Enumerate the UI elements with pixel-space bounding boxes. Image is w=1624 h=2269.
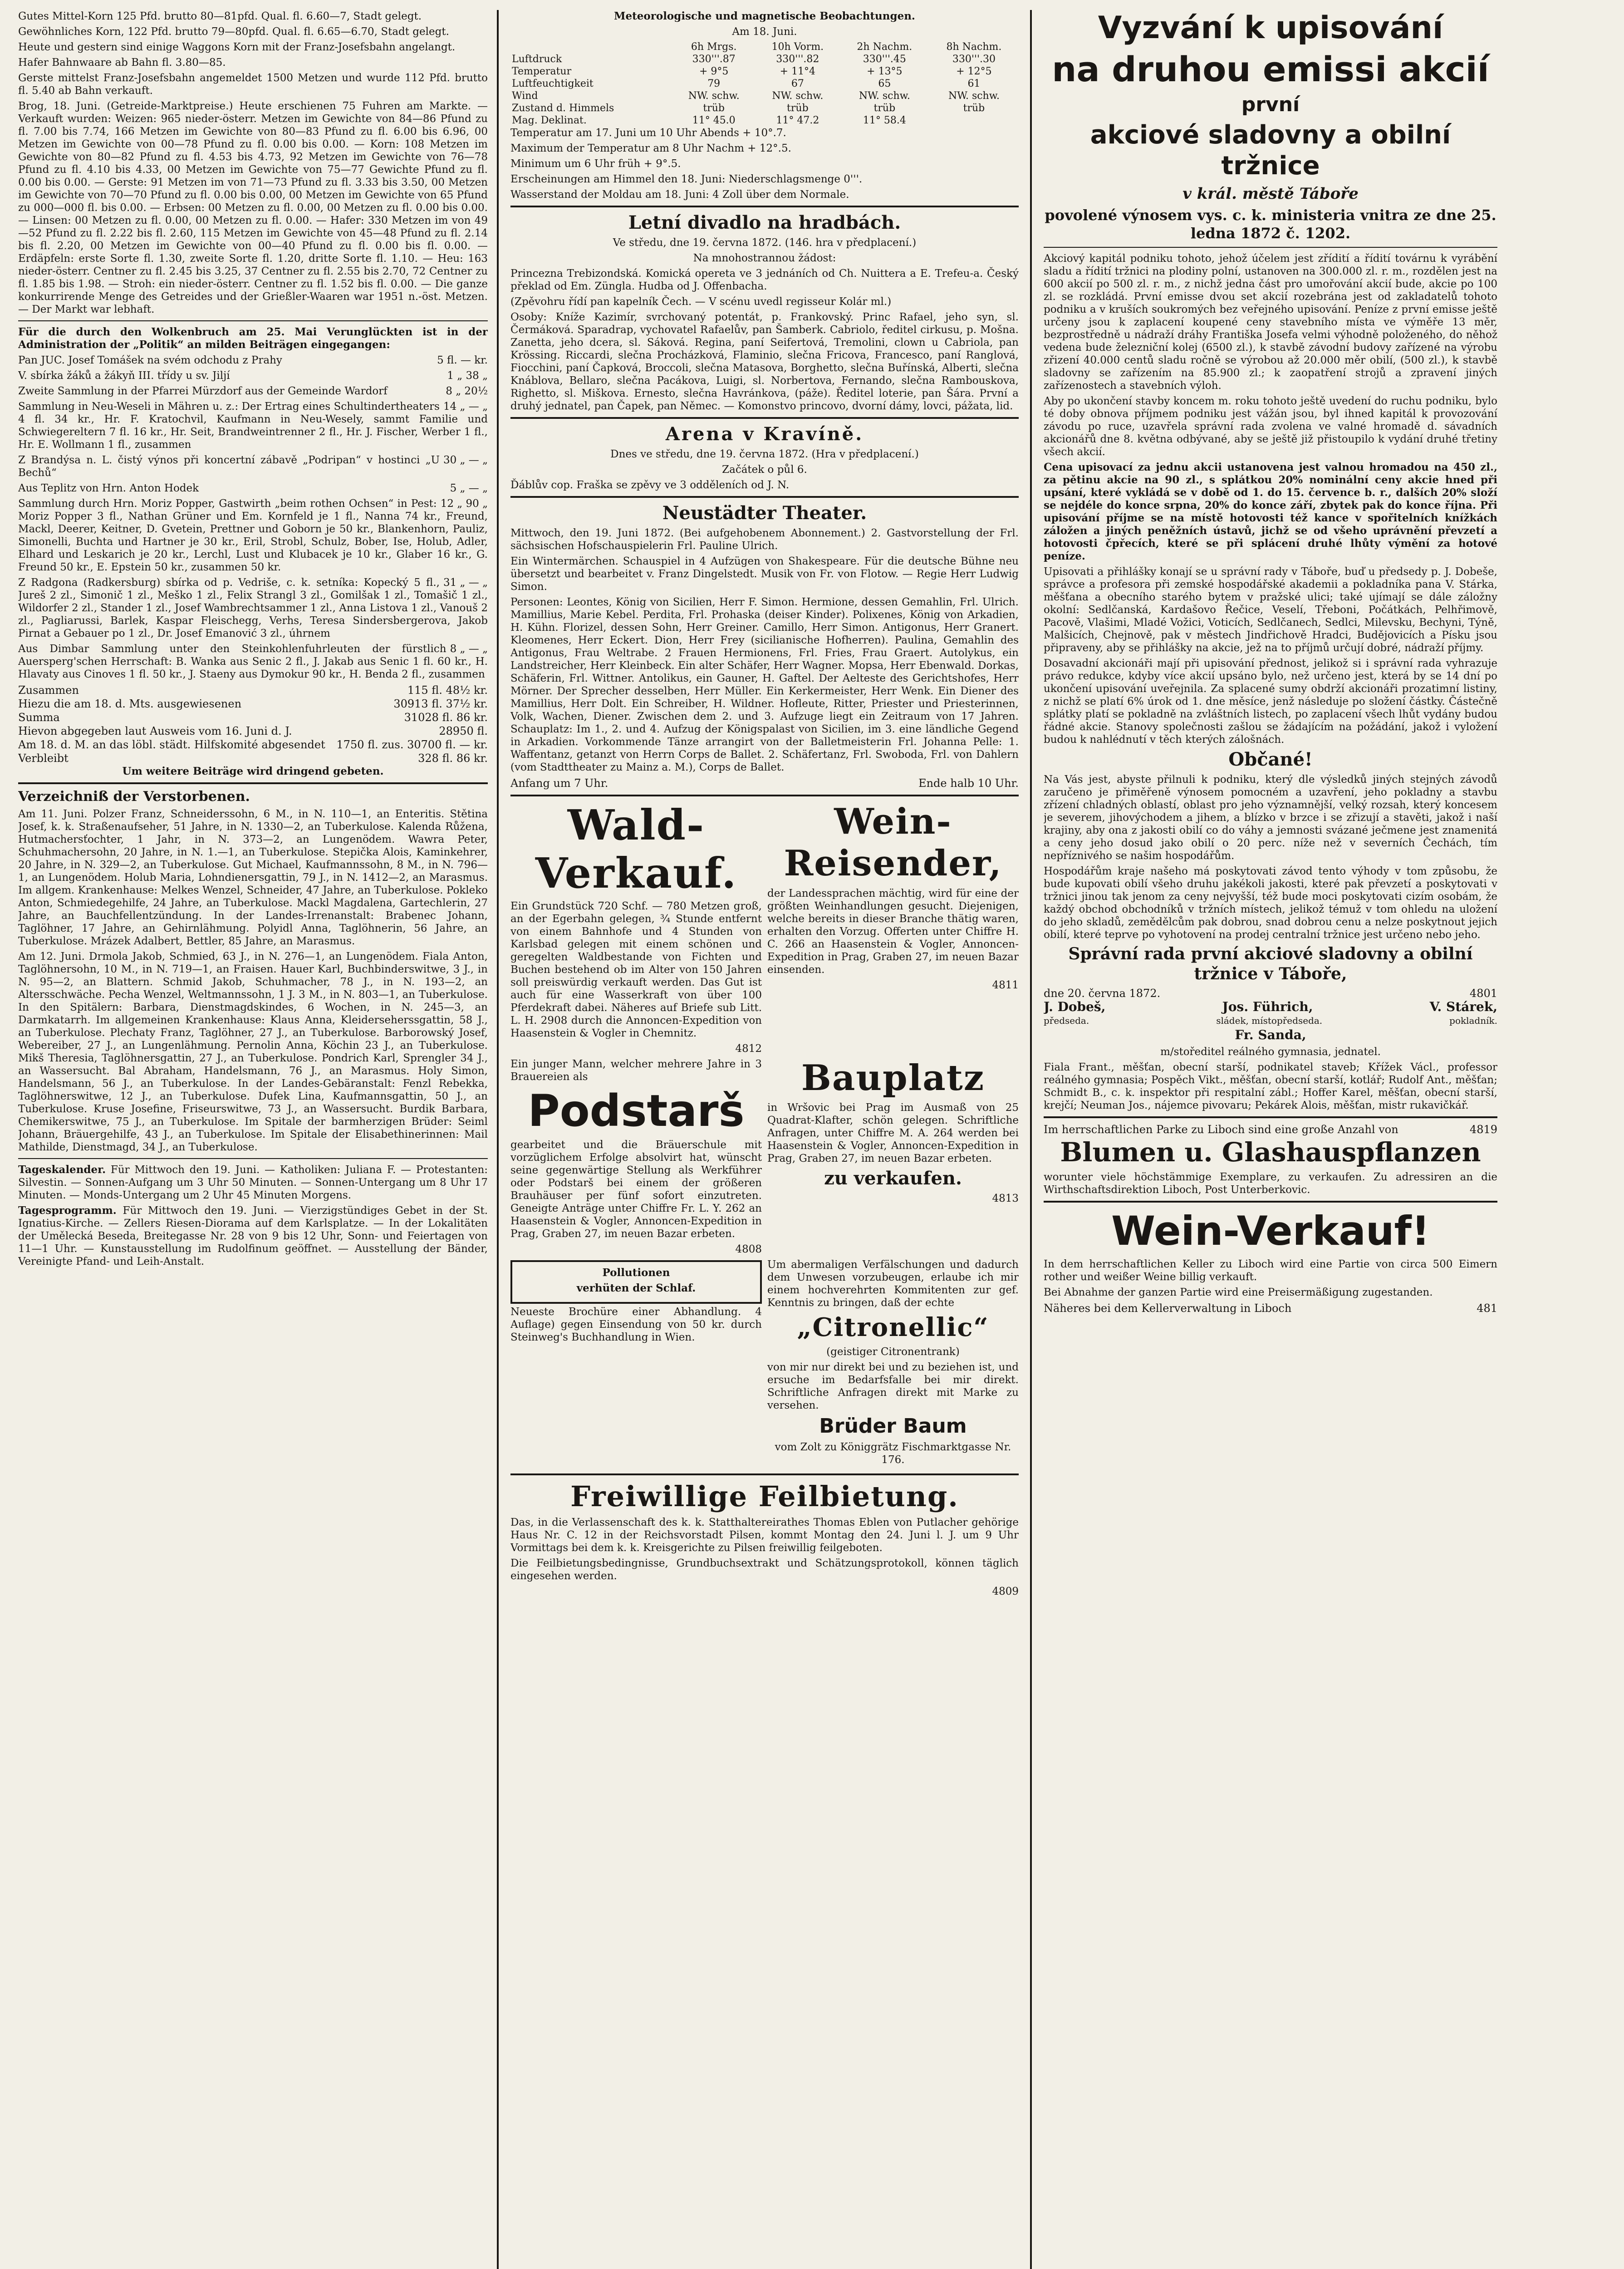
market-report: Brog, 18. Juni. (Getreide-Marktpreise.) Heute erschienen 75 Fuhren am Markte. — Verkauft wurden: Weizen: 965 nieder-österr. Metzen im Gewichte von 84—86 Pfund zu fl. 7.00 bis 7.74, 166 Metzen im Gewichte von 80—83 Pfund zu fl. 6.00 bis 6.96, 00 Metzen im Gewichte von 00—78 Pfund zu fl. 0.00 bis 0.00. — Korn: 108 Metzen im Gewichte von 80—82 Pfund zu fl. 4.53 bis 4.73, 92 Metzen im Gewichte von 76—78 Pfund zu fl. 4.10 bis 4.33, 00 Metzen im Gewichte von 75—77 Gewichte Pfund zu fl. 0.00 bis 0.00. — Gerste: 91 Metzen im von 71—73 Pfund zu fl. 3.33 bis 3.50, 00 Metzen im Gewichte von 70—70 Pfund zu fl. 0.00 bis 0.00, 00 Metzen im Gewichte von 65 Pfund zu 000—000 fl. bis 0.00. — Erbsen: 00 Metzen zu fl. 0.00, 00 Metzen zu fl. 0.00 bis 0.00. — Linsen: 00 Metzen zu fl. 0.00, 00 Metzen zu fl. 0.00. — Hafer: 330 Metzen im von 49—52 Pfund zu fl. 2.22 bis fl. 2.60, 115 Metzen im Gewichte von 45—48 Pfund zu fl. 2.14 bis fl. 2.20, 00 Metzen im Gewichte von 00—40 Pfund zu fl. 0.00 bis fl. 0.00. — Erdäpfeln: erste Sorte fl. 1.30, zweite Sorte fl. 1.20, dritte Sorte fl. 1.10. — Heu: 163 nieder-österr. Centner zu fl. 2.45 bis 3.25, 37 Centner zu fl. 2.55 bis 2.70, 72 Centner zu fl. 1.85 bis 1.98. — Stroh: ein nieder-österr. Centner zu fl. 1.52 bis fl. 0.00. — Die ganze konkurrirende Menge des Getreides und der Grießler-Waaren war 1951 n.-öst. Metzen. — Der Markt war lebhaft. — [18, 100, 488, 315]
ad-pollutionen — [510, 1258, 762, 1469]
signer-name: Jos. Führich, — [1222, 999, 1313, 1014]
weather-header-row — [510, 41, 1019, 53]
ads-row-3 — [510, 1258, 1019, 1469]
ad-text: Neueste Brochüre einer Abhandlung. 4 Auflage) gegen Einsendung von 50 kr. durch Steinweg's Buchhandlung in Wien. — [510, 1306, 762, 1343]
theater-play: Ďáblův cop. Fraška se zpěvy ve 3 odděleních od J. N. — [510, 479, 790, 491]
ad-title: Podstarš — [528, 1085, 745, 1136]
weather-col: 2h Nachm. — [857, 41, 913, 53]
donation-item — [18, 497, 488, 574]
ad-text: in Wršovic bei Prag im Ausmaß von 25 Quadrat-Klafter, schön gelegen. Schriftliche Anfragen, unter Chiffre M. A. 264 werden bei Haasenstein & Vogler, Annoncen-Expedition in Prag, Graben 27, im neuen Bazar erbeten. — [767, 1102, 1019, 1164]
donation-item — [18, 454, 488, 479]
market-line: Gutes Mittel-Korn 125 Pfd. brutto 80—81pfd. Qual. fl. 6.60—7, Stadt gelegt. — [18, 10, 422, 22]
signer-role: sládek, místopředseda. — [1216, 1015, 1323, 1026]
ad-bauplatz — [767, 1058, 1019, 1258]
weather-col: 6h Mrgs. — [691, 41, 737, 53]
column-2 — [510, 10, 1019, 2269]
ad-title: Wein-Verkauf! — [1111, 1208, 1430, 1254]
notice-body: Aby po ukončení stavby koncem m. roku tohoto ještě uvedení do ruchu podniku, bylo té doby obnova příjmem podniku jest vážán jsou, byl ihned kapitál k provozování závodu po ruce, uzavřela správní rada zvolena ve valné hromadě d. sávadních akcionářů dne 8. května odbývané, aby se ještě již přistoupilo k vydání druhé třetiny všech akcií. — [1044, 395, 1497, 458]
ad-text: der Landessprachen mächtig, wird für eine der größten Weinhandlungen gesucht. Diejenigen, welche bereits in dieser Branche thätig waren, erhalten den Vorzug. Offerten unter Chiffre H. C. 266 an Haasenstein & Vogler, Annoncen-Expedition in Prag, Graben 27, im neuen Bazar einsenden. — [767, 888, 1019, 976]
ad-weinverkauf — [1044, 1207, 1497, 1315]
total-label: Zusammen — [18, 684, 79, 697]
donation-item — [18, 354, 488, 367]
notice-heading: Občané! — [1228, 749, 1313, 770]
weather-note: Temperatur am 17. Juni um 10 Uhr Abends + 10°.7. — [510, 127, 786, 139]
theater-date: Ve středu, dne 19. června 1872. (146. hra v předplacení.) — [613, 237, 917, 249]
notice-body: Cena upisovací za jednu akcii ustanovena jest valnou hromadou na 450 zl., za pětinu akcie na 90 zl., s splátkou 20% nominální ceny akcie hned při upsání, které vykládá se v době od 1. do 15. července b. r., dalších 20% složí se nejdéle do konce srpna, 20% do konce září, zbytek pak do konce října. Při upisování příjme se na místě hotovosti též kance v spořitelních knížkách záložen a jiných peněžních ústavů, jichž se od všeho uprávnění převzetí a hotovosti čpřecích, které se při splácení druhé lhůty výmění za hotové peníze. — [1044, 461, 1497, 562]
donation-text: V. sbírka žáků a žákyň III. třídy u sv. Jiljí — [18, 370, 230, 382]
total-row — [18, 751, 488, 765]
divider — [510, 417, 1019, 419]
grain-market-top — [18, 10, 488, 97]
divider — [18, 320, 488, 321]
market-line: Gerste mittelst Franz-Josefsbahn angemeldet 1500 Metzen und wurde 112 Pfd. brutto fl. 5.40 ab Bahn verkauft. — [18, 72, 488, 97]
donation-amount: 31 „ — „ — [443, 577, 488, 589]
ad-text: gearbeitet und die Bräuerschule mit vorzüglichem Erfolge absolvirt hat, wünscht seine gegenwärtige Stellung als Werkführer oder Podstarš bei einem der größeren Brauhäuser per fünf sofort einzutreten. Geneigte Anträge unter Chiffre Fr. L. Y. 262 an Haasenstein & Vogler, Annoncen-Expedition in Prag, Graben 27, im neuen Bazar erbeten. — [510, 1139, 762, 1240]
column-rule — [1030, 10, 1032, 2269]
notice-body: Hospodářům kraje našeho má poskytovati závod tento výhody v tom způsobu, že bude kupovati obilí všeho druhu jakékoli jakosti, které pak převzetí a poskytovati v tržnici jinou tak jenom za ceny nejvyšší, též bude moci poskytovati cizím osobám, že každý obchod obchodníků v tržních místech, jelikož témuž v tom ohledu na uložení do jeho skladů, zemědělcům pak dobrou, snad dobrou cenu a nelze poskytnout jejich obilí, které teprve po vyhotovení na prodej centralní tržnice jest určeno nebo jeho. — [1044, 865, 1497, 941]
total-amount: 28950 fl. — [439, 725, 488, 737]
signer-role: předseda. — [1044, 1015, 1089, 1026]
donation-list — [18, 354, 488, 681]
ad-title: Blumen u. Glashauspflanzen — [1060, 1137, 1481, 1168]
notice-heading: Vyzvání k upisování — [1098, 10, 1443, 46]
weather-row: Luftdruck 330'''.87 330'''.82 330'''.45 330'''.30 — [512, 54, 996, 65]
total-row — [18, 724, 488, 738]
theater-conductor: (Zpěvohru řídí pan kapelník Čech. — V scénu uvedl regisseur Kolár ml.) — [510, 296, 892, 308]
divider — [510, 206, 1019, 207]
column-rule — [497, 10, 499, 2269]
ad-blumen — [1044, 1123, 1497, 1196]
donation-item — [18, 400, 488, 451]
weather-row: Luftfeuchtigkeit 79 67 65 61 — [512, 78, 981, 89]
total-label: Am 18. d. M. an das löbl. städt. Hilfskomité abgesendet — [18, 738, 325, 751]
signer-name: J. Dobeš, — [1044, 999, 1106, 1014]
ad-number: 4812 — [735, 1043, 762, 1055]
notice-body: Na Vás jest, abyste přilnuli k podniku, který dle výsledků jiných stejných závodů zaručeno je přiměřeně výnosem pomocném a uzavření, jeho pokladny a stavbu zřízení chladných oblastí, oblast pro jeho významnější, velký rozsah, který koncesem je severem, jihovýchodem a jihem, a blízko v brzce i se zřizují a stavěti, jakož i naší krajiny, aby ona z jakosti obilí co do váhy a jemnosti svázané ječmene jest znamenitá a ceny jeho dosud jako obilí o 20 perc. níže než v severních Čechách, tím nepříznivého se našim hospodářům. — [1044, 774, 1497, 862]
ad-title: Wald-Verkauf. — [535, 801, 737, 898]
weather-row: Temperatur + 9°5 + 11°4 + 13°5 + 12°5 — [512, 66, 992, 77]
council-heading: Správní rada první akciové sladovny a obilní tržnice v Táboře, — [1068, 944, 1473, 983]
donation-item — [18, 385, 488, 398]
divider — [510, 795, 1019, 796]
death-list: Am 11. Juni. Polzer Franz, Schneiderssohn, 6 M., in N. 110—1, an Enteritis. Stětina Josef, k. k. Straßenaufseher, 51 Jahre, in N. 1330—2, an Tuberkulose. Kalenda Růžena, Hutmachersťochter, 1 Jahr, in N. 373—2, an Lungenödem. Wawra Peter, Schuhmachersohn, 20 Jahre, in N. 1.—1, an Tuberkulose. Stepička Alois, Kaminkehrer, 20 Jahre, in N. 329—2, an Tuberkulose. Gut Michael, Kaufmannssohn, 8 M., in N. 796—1, an Lungenödem. Holub Maria, Lohndienersgattin, 79 J., in N. 1412—2, an Marasmus. Im allgem. Krankenhause: Melkes Wenzel, Schneider, 47 Jahre, an Tuberkulose. Pokleko Anton, Schmiedegehilfe, 24 Jahre, an Tuberkulose. Mackl Magdalena, Gartechlerin, 27 Jahre, an Bauchfellentzündung. In der Landes-Irrenanstalt: Brabenec Johann, Taglöhner, 17 Jahre, an Gehirnlähmung. Polyidl Anna, Taglöhnerin, 56 Jahre, an Tuberkulose. Mrázek Adalbert, Bettler, 85 Jahre, an Marasmus. — [18, 808, 488, 947]
total-amount: 31028 fl. 86 kr. — [404, 711, 488, 724]
total-row — [18, 683, 488, 697]
ad-text: Ein Grundstück 720 Schf. — 780 Metzen groß, an der Egerbahn gelegen, ¾ Stunde entfernt von einem Bahnhofe und 4 Stunden von Karlsbad gelegen mit einem schönen und geregelten Waldbestande von Fichten und Buchen bestehend ob im Alter von 150 Jahren soll preiswürdig verkauft werden. Das Gut ist auch für eine Wasserkraft von über 100 Pferdekraft dabei. Näheres auf Briefe sub Litt. L. H. 2908 durch die Annoncen-Expedition von Haasenstein & Vogler in Chemnitz. — [510, 900, 762, 1039]
death-heading: Verzeichniß der Verstorbenen. — [18, 789, 250, 805]
council-date-row: dne 20. června 1872. 4801 — [1044, 987, 1497, 1000]
donation-item — [18, 576, 488, 640]
donation-totals — [18, 683, 488, 778]
market-line: Hafer Bahnwaare ab Bahn fl. 3.80—85. — [18, 57, 226, 69]
theater-cast: Personen: Leontes, König von Sicilien, Herr F. Simon. Hermione, dessen Gemahlin, Frl. Ulrich. Mamillius, Marie Kebel. Perdita, Frl. Prohaska (deiser Kinder). Polixenes, König von Arkadien, H. Kühn. Florizel, dessen Sohn, Herr Greiner. Camillo, Herr Simon. Antigonus, Herr Granert. Kleomenes, Herr Eckert. Dion, Herr Frey (sicilianische Hofherren). Paulina, Gemahlin des Antigonus, Frau Weltrabe. 2 Frauen Hermionens, Frl. Fries, Frau Graert. Autolykus, ein Landstreicher, Herr Kleinbeck. Ein alter Schäfer, Herr Wagner. Mopsa, Herr Ebenwald. Dorkas, Schäferin, Frl. Wittner. Antolikus, ein Gauner, H. Gaftel. Der Aelteste des Gerichtshofes, Herr Mörner. Der Sprecher desselben, Herr Müller. Ein Kerkermeister, Herr Wenk. Ein Diener des Mamillius, Herr Dolt. Ein Schreiber, H. Wildner. Hofleute, Ritter, Priester und Priesterinnen, Volk, Wachen, Diener. Zwischen dem 2. und 3. Aufzuge liegt ein Zeitraum von 17 Jahren. Schauplatz: Im 1., 2. und 4. Aufzug der Königspalast von Sicilien, im 3. eine ländliche Gegend in Arkadien. Vorkommende Tänze arrangirt von der Balletmeisterin Frl. Johanna Pelle: 1. Waffentanz, getanzt von Herrn Corps de Ballet. 2. Schäfertanz, Frl. Swoboda, Frl. von Dahlern (vom Stadttheater zu Mainz a. M.), Corps de Ballet. — [510, 596, 1019, 773]
total-amount: 328 fl. 86 kr. — [418, 752, 488, 765]
total-label: Verbleibt — [18, 752, 69, 765]
ad-intro-row: Im herrschaftlichen Parke zu Liboch sind eine große Anzahl von 4819 — [1044, 1123, 1497, 1136]
ad-number: 4808 — [735, 1243, 762, 1255]
donation-amount: 1 „ 38 „ — [447, 370, 488, 382]
theater-start: Začátek o půl 6. — [722, 464, 807, 476]
column-1 — [18, 10, 488, 2269]
ad-footer: Näheres bei dem Kellerverwaltung in Liboch 481 — [1044, 1302, 1497, 1315]
newspaper-page — [18, 10, 1497, 2269]
notice-body: Akciový kapitál podniku tohoto, jehož účelem jest zřídití a řídití továrnu k vyrábění sladu a řídití tržnici na plodiny polní, ustanoven na 300.000 zl. r. m., rozdělen jest na 600 akcií po 500 zl. r. m., z nichž jedna část pro umořování akcií bude, akcie po 100 zl. se rozkládá. První emisse dvou set akcií rozebrána jest od zakladatelů tohoto podniku a v kruších soukromých bez veřejného upisování. Peníze z první emisse ještě určeny jsou k zaplacení koupené ceny stavebního místa ve výměře 13 měr, bezprostředně u nádraží dráhy Františka Josefa velmi výhodně položeného, do něhož vedena bude železniční kolej (6500 zl.), k stavbě závodní budovy zařízené na výrobu zřizení 40.000 centů sladu ročně se výrobou až 20.000 měr obilí, (500 zl.), k stavbě sladovny se zařízením na 85.900 zl.; k zaopatření strojů a zpravení jiných zařízenostech a stavebních výloh. — [1044, 253, 1497, 392]
ad-wald — [510, 801, 762, 1058]
program-heading: Tagesprogramm. — [18, 1204, 117, 1217]
donation-text: Sammlung in Neu-Weseli in Mähren u. z.: Der Ertrag eines Schultindertheaters 4 fl. 34 kr., Hr. F. Kratochvil, Kaufmann in Neu-Wesely, sammt Familie und Schwiegereltern 7 fl. 16 kr., Hr. Seit, Brandweintrenner 2 fl., Hr. J. Fischer, Werber 1 fl., Hr. E. Wollmann 1 fl., zusammen — [18, 401, 488, 451]
theater-title: Arena v Kravíně. — [665, 423, 864, 445]
notice-body: Upisovati a přihlášky konají se u správní rady v Táboře, buď u předsedy p. J. Dobeše, správce a profesora při zemské hospodářské akademii a pokladníka pana V. Stárka, měšťana a obecního starého bytem v pražské ulici; také ujímají se dále záložny okolní: Sedlčanská, Kardašovo Řečice, Veselí, Třeboni, Počátkách, Pelhřimově, Pacově, Vlašimi, Mladé Vožici, Voticích, Sedlčanech, Sedlci, Milevsku, Bechyni, Týně, Malšicích, Chejnově, pak v městech Jindřichově Hradci, Budějovicích a Písku jsou připraveny, aby se přihlášky na akcie, jež na to příjmů určují dobré, nádraží příjmy. — [1044, 566, 1497, 654]
signer-name: V. Stárek, — [1429, 999, 1497, 1014]
weather-row: Zustand d. Himmels trüb trüb trüb trüb — [512, 103, 985, 114]
market-line: Heute und gestern sind einige Waggons Korn mit der Franz-Josefsbahn angelangt. — [18, 41, 456, 53]
divider — [510, 496, 1019, 498]
divider — [18, 1158, 488, 1159]
theater-date: Mittwoch, den 19. Juni 1872. (Bei aufgehobenem Abonnement.) 2. Gastvorstellung der Frl. sächsischen Hofschauspielerin Frl. Pauline Ulrich. — [510, 527, 1019, 552]
weather-col — [510, 41, 672, 53]
notice-heading: v král. městě Táboře — [1182, 185, 1359, 203]
total-label: Hievon abgegeben laut Ausweis vom 16. Juni d. J. — [18, 725, 292, 737]
donation-amount: 14 „ — „ — [443, 401, 488, 413]
donation-text: Pan JUC. Josef Tomášek na svém odchodu z Prahy — [18, 354, 282, 366]
weather-note: Erscheinungen am Himmel den 18. Juni: Niederschlagsmenge 0'''. — [510, 173, 863, 185]
donation-item — [18, 482, 488, 495]
theater-play: Ein Wintermärchen. Schauspiel in 4 Aufzügen von Shakespeare. Für die deutsche Bühne neu übersetzt und bearbeitet v. Franz Dingelstedt. Musik von Fr. von Flotow. — Regie Herr Ludwig Simon. — [510, 555, 1019, 593]
ad-subtitle: verhüten der Schlaf. — [576, 1282, 696, 1294]
signer-name: Fr. Sanda, — [1235, 1027, 1306, 1042]
ad-title: „Citronellic“ — [797, 1312, 989, 1342]
ad-wein — [767, 801, 1019, 1058]
ad-citronellic — [767, 1258, 1019, 1469]
total-amount: 115 fl. 48½ kr. — [407, 684, 488, 697]
ad-subtitle: zu verkaufen. — [824, 1168, 962, 1189]
theater-date: Dnes ve středu, dne 19. června 1872. (Hra v předplacení.) — [610, 448, 919, 460]
donation-amount: 12 „ 90 „ — [440, 498, 488, 510]
weather-row: Mag. Deklinat. 11° 45.0 11° 47.2 11° 58.4 — [512, 115, 906, 126]
market-line: Gewöhnliches Korn, 122 Pfd. brutto 79—80pfd. Qual. fl. 6.65—6.70, Stadt gelegt. — [18, 26, 449, 38]
divider — [1044, 1116, 1497, 1118]
ad-title: Bauplatz — [801, 1057, 985, 1099]
donation-intro: Für die durch den Wolkenbruch am 25. Mai Verunglückten ist in der Administration der „Politik“ an milden Beiträgen eingegangen: — [18, 326, 488, 351]
weather-note: Wasserstand der Moldau am 18. Juni: 4 Zoll über dem Normale. — [510, 189, 849, 201]
ad-number: 4811 — [992, 979, 1019, 991]
donation-amount: 8 „ 20½ — [446, 385, 488, 397]
total-row — [18, 738, 488, 751]
signer-role: pokladník. — [1449, 1015, 1497, 1026]
signer-role: m/stoředitel reálného gymnasia, jednatel. — [1160, 1046, 1381, 1058]
ad-title: Wein-Reisender, — [784, 801, 1002, 884]
donation-text: Sammlung durch Hrn. Moriz Popper, Gastwirth „beim rothen Ochsen“ in Pest: Moriz Popper 3 fl., Nathan Grüner und Em. Kornfeld je 1 fl., Nanna 74 kr., Freund, Mackl, Deerer, Keitner, D. Gvetein, Prettner und Goborn je 50 kr., Blankenhorn, Pauliz, Simonelli, Buchta und Hartner je 30 kr., Eril, Strobl, Schulz, Bober, Ise, Holub, Adler, Elhard und Leskarich je 20 kr., Lerchl, Lust und Klubacek je 10 kr., Glaber 16 kr., G. Freund 50 kr., E. Epstein 50 kr., zusammen 50 kr. — [18, 498, 488, 573]
ad-title: Pollutionen — [602, 1267, 670, 1279]
divider — [18, 782, 488, 784]
ads-row-1 — [510, 801, 1019, 1058]
donation-text: Aus Teplitz von Hrn. Anton Hodek — [18, 482, 199, 494]
theater-play: Princezna Trebizondská. Komická opereta ve 3 jednáních od Ch. Nuittera a E. Trefeu-a. Český překlad od Em. Züngla. Hudba od J. Offenbacha. — [510, 268, 1019, 292]
program-text: Für Mittwoch den 19. Juni. — Vierzigstündiges Gebet in der St. Ignatius-Kirche. — Zellers Riesen-Diorama auf dem Karlsplatze. — In der Lokalitäten der Umělecká Beseda, Breitegasse Nr. 28 von 9 bis 12 Uhr, Sonn- und Feiertagen von 11—1 Uhr. — Kunstausstellung im Rudolfinum geöffnet. — Ausstellung der Bänder, Vereinigte Pfand- und Leih-Anstalt. — [18, 1205, 488, 1267]
donation-item — [18, 643, 488, 681]
total-label: Hiezu die am 18. d. Mts. ausgewiesenen — [18, 697, 242, 710]
weather-row: Wind NW. schw. NW. schw. NW. schw. NW. schw. — [512, 90, 1000, 102]
divider — [510, 1473, 1019, 1475]
death-list: Am 12. Juni. Drmola Jakob, Schmied, 63 J., in N. 276—1, an Lungenödem. Fiala Anton, Taglöhnersohn, 10 M., in N. 719—1, an Fraisen. Hauer Karl, Buchbinderswitwe, 3 J., in N. 95—2, an Blattern. Schmid Jakob, Schuhmacher, 78 J., in N. 193—2, an Altersschwäche. Pecha Wenzel, Weltmannssohn, 1 J. 3 M., in N. 803—1, an Tuberkulose. In den Spitälern: Barbara, Dienstmagdskindes, 6 Wochen, in N. 245—3, an Darmkatarrh. Im allgemeinen Krankenhause: Klaus Anna, Kleiderseherssgattin, 58 J., an Tuberkulose. Plechaty Franz, Taglöhner, 27 J., an Tuberkulose. Barborowský Josef, Webereiber, 27 J., an Lungenlähmung. Pernolin Anna, Köchin 23 J., an Tuberkulose. Mikš Theresia, Taglöhnersgattin, 27 J., an Tuberkulose. Pondrich Karl, Sprengler 34 J., an Wassersucht. Bal Abraham, Handelsmann, 76 J., an Marasmus. Holy Simon, Handelsmann, 56 J., an Tuberkulose. In der Landes-Gebäranstalt: Fenzl Rebekka, Taglöhnerswitwe, 12 J., an Tuberkulose. Dufek Lina, Kaufmannsgattin, 50 J., an Tuberkulose. Kruse Josefine, Friseurswitwe, 73 J., an Wassersucht. Burdik Barbara, Chemikerswitwe, 75 J., an Tuberkulose. Im Spitale der barmherzigen Brüder: Seiml Johann, Bräuergehilfe, 43 J., an Tuberkulose. Im Spitale der Elisabethinerinnen: Mail Mathilde, Dienstmagd, 34 J., an Tuberkulose. — [18, 951, 488, 1153]
ad-text: Das, in die Verlassenschaft des k. k. Statthaltereirathes Thomas Eblen von Putlacher gehörige Haus Nr. C. 12 in der Reichsvorstadt Pilsen, kommt Montag den 24. Juni l. J. um 9 Uhr Vormittags bei dem k. k. Kreisgerichte zu Pilsen freiwillig feilgeboten. — [510, 1517, 1019, 1554]
ad-number: 4809 — [992, 1586, 1019, 1597]
ads-row-2 — [510, 1058, 1019, 1258]
calendar-text: Für Mittwoch den 19. Juni. — Katholiken: Juliana F. — Protestanten: Silvestin. — Sonnen-Aufgang um 3 Uhr 50 Minuten. — Sonnen-Untergang um 8 Uhr 17 Minuten. — Monds-Untergang um 2 Uhr 45 Minuten Morgens. — [18, 1164, 488, 1201]
weather-note: Maximum der Temperatur am 8 Uhr Nachm + 12°.5. — [510, 142, 791, 154]
donation-amount: 5 fl. — kr. — [437, 354, 488, 366]
total-amount: 1750 fl. zus. 30700 fl. — kr. — [336, 738, 488, 751]
council-members: Fiala Frant., měšťan, obecní starší, podnikatel staveb; Křížek Václ., professor reálného gymnasia; Pospěch Vikt., měšťan, obecní starší, kotlář; Rudolf Ant., měšťan; Schmidt B., c. k. inspektor při respitalní zábl.; Hoffer Karel, měšťan, obecní starší, krejčí; Neuman Jos., nájemce pivovaru; Pekárek Alois, měšťan, mistr rukavičkář. — [1044, 1061, 1497, 1111]
donation-amount: 5 „ — „ — [450, 482, 488, 494]
ad-brand: Brüder Baum — [819, 1414, 967, 1438]
notice-heading: povolené výnosem vys. c. k. ministeria vnitra ze dne 25. ledna 1872 č. 1202. — [1045, 206, 1496, 242]
calendar-heading: Tageskalender. — [18, 1164, 106, 1176]
signer-roles — [1044, 1014, 1497, 1027]
theater-times: Anfang um 7 Uhr. Ende halb 10 Uhr. — [510, 777, 1019, 790]
donation-item — [18, 369, 488, 382]
total-row — [18, 697, 488, 711]
notice-heading: na druhou emissi akcií — [1052, 49, 1489, 89]
donation-text: Zweite Sammlung in der Pfarrei Mürzdorf aus der Gemeinde Wardorf — [18, 385, 388, 397]
notice-heading: první — [1241, 93, 1300, 116]
donation-amount: 30 „ — „ — [443, 454, 488, 466]
theater-title: Letní divadlo na hradbách. — [628, 212, 901, 233]
ad-title: Freiwillige Feilbietung. — [570, 1480, 959, 1513]
totals-note: Um weitere Beiträge wird dringend gebeten. — [122, 765, 384, 777]
weather-note: Minimum um 6 Uhr früh + 9°.5. — [510, 158, 681, 170]
theater-cast: Osoby: Kníže Kazimír, svrchovaný potentát, p. Frankovský. Princ Rafael, jeho syn, sl. Čermáková. Sparadrap, vychovatel Rafaelův, pan Šamberk. Cabriolo, ředitel cirkusu, p. Mošna. Zanetta, jeho dcera, sl. Sáková. Regina, paní Seifertová, Tremolini, clown u Cabriola, pan Krössing. Riccardi, slečna Procházková, Flaminio, slečna Fricova, Francesco, paní Ranglová, Fiocchini, paní Čapková, Broccoli, slečna Matasova, Borghetto, slečna Buřínská, Alberti, slečna Knáblova, Bellaro, slečna Pacákova, Luigi, sl. Norbertova, Fernando, slečna Rambouskova, Righetto, sl. Miškova. Ernesto, slečna Havránkova, (páže). Ředitel loterie, pan Šára. První a druhý jednatel, pan Čapek, pan Němec. — Komonstvo princovo, dvorní dámy, lovci, pážata, lid. — [510, 311, 1019, 412]
divider — [1044, 247, 1497, 248]
ad-number: 4813 — [992, 1193, 1019, 1204]
ad-feilbietung — [510, 1480, 1019, 1598]
ad-note: Die Feilbietungsbedingnisse, Grundbuchsextrakt und Schätzungsprotokoll, können täglich eingesehen werden. — [510, 1557, 1019, 1582]
weather-col: 8h Nachm. — [946, 41, 1002, 53]
notice-body: Dosavadní akcionáři mají při upisování přednost, jelikož si i správní rada vyhrazuje právo redukce, kdyby více akcií upsáno bylo, než určeno jest, která by se 14 dní po ukončení upisování uveřejnila. Za splacené sumy obdrží akcionáři prozatimní listiny, z nichž se platí 6% úrok od 1. dne měsíce, jenž následuje po složení částky. Částečně splátky platí se pokladně na zvláštních listech, po zaplacení všech lhůt vydány budou řádné akcie. Stanovy společnosti zašlou se žádajícím na požádání, jakož i vyložení budou k nahlédnutí v těch kterých zálošnách. — [1044, 658, 1497, 746]
total-amount: 30913 fl. 37½ kr. — [393, 697, 488, 710]
theater-sub: Na mnohostrannou žádost: — [693, 252, 836, 264]
notice-heading: akciové sladovny a obilní tržnice — [1090, 120, 1451, 181]
donation-text: Aus Dimbar Sammlung unter den Steinkohlenfuhrleuten der fürstlich Auersperg'schen Herrschaft: B. Wanka aus Senic 2 fl., J. Jakab aus Senic 1 fl. 60 kr., H. Hlavaty aus Cinoves 1 fl. 50 kr., J. Staeny aus Dymokur 90 kr., H. Benda 2 fl., zusammen — [18, 643, 488, 680]
divider — [1044, 1201, 1497, 1203]
theater-title: Neustädter Theater. — [662, 502, 867, 524]
total-label: Summa — [18, 711, 60, 724]
ad-text: Bei Abnahme der ganzen Partie wird eine Preisermäßigung zugestanden. — [1044, 1287, 1433, 1298]
ad-text: worunter viele höchstämmige Exemplare, zu verkaufen. Zu adressiren an die Wirthschaftsdirektion Liboch, Post Unterberkovic. — [1044, 1171, 1497, 1196]
column-3 — [1044, 10, 1497, 2269]
total-row — [18, 711, 488, 724]
ad-subtitle: (geistiger Citronentrank) — [826, 1346, 960, 1358]
weather-date: Am 18. Juni. — [732, 26, 797, 38]
weather-heading: Meteorologische und magnetische Beobachtungen. — [614, 10, 915, 22]
ad-intro: Um abermaligen Verfälschungen und dadurch dem Unwesen vorzubeugen, erlaube ich mir einem hochverehrten Kommitenten zur gef. Kenntnis zu bringen, daß der echte — [767, 1259, 1019, 1309]
donation-text: Z Radgona (Radkersburg) sbírka od p. Vedriše, c. k. setníka: Kopecký 5 fl., Jureš 2 zl., Simonič 1 zl., Meško 1 zl., Felix Strangl 3 zl., Gomilšak 1 zl., Tomašič 1 zl., Wildorfer 2 zl., Stander 1 zl., Josef Wambrechtsammer 1 zl., Anna Listova 1 zl., Vanouš 2 zl., Pagliarussi, Barlek, Kaspar Fleischegg, Verhs, Teresa Sindersbergerova, Jakob Pirnat a Gebauer po 1 zl., Dr. Josef Emanović 3 zl., úhrnem — [18, 577, 488, 639]
ad-address: vom Zolt zu Königgrätz Fischmarktgasse Nr. 176. — [775, 1441, 1011, 1466]
donation-amount: 8 „ — „ — [450, 643, 488, 655]
ad-text: von mir nur direkt bei und zu beziehen ist, und ersuche im Bedarfsfalle bei mir direkt. Schriftliche Anfragen direkt mit Marke zu versehen. — [767, 1361, 1019, 1411]
signers — [1044, 1000, 1497, 1014]
donation-text: Z Brandýsa n. L. čistý výnos při koncertní zábavě „Podripan“ v hostinci „U Bechů“ — [18, 454, 440, 479]
ad-podstars — [510, 1058, 762, 1258]
weather-col: 10h Vorm. — [771, 41, 824, 53]
ad-intro: Ein junger Mann, welcher mehrere Jahre in 3 Brauereien als — [510, 1058, 762, 1083]
ad-text: In dem herrschaftlichen Keller zu Liboch wird eine Partie von circa 500 Eimern rother und weißer Weine billig verkauft. — [1044, 1258, 1497, 1283]
weather-table — [510, 41, 1019, 127]
